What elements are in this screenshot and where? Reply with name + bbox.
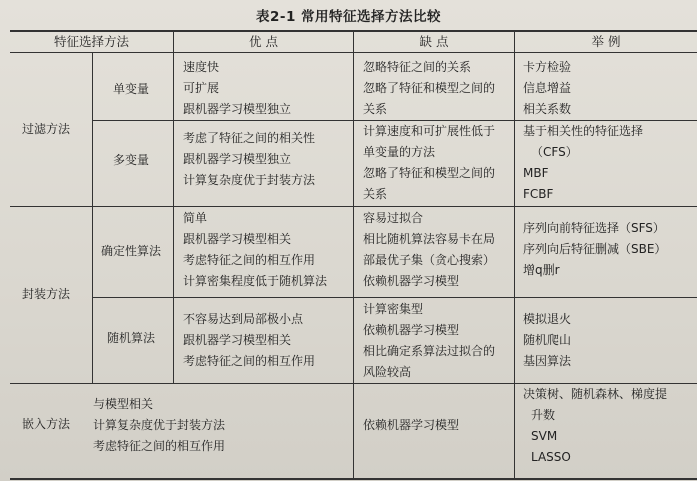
cons-line: 依赖机器学习模型 <box>363 323 460 337</box>
cons-examples-divider <box>514 30 515 479</box>
example-line: 随机爬山 <box>523 333 572 347</box>
univariate-pros <box>183 57 291 120</box>
header-examples: 举 例 <box>591 34 621 49</box>
example-line: FCBF <box>523 187 554 201</box>
example-line: 升数 <box>531 408 556 422</box>
header-method: 特征选择方法 <box>53 34 129 49</box>
example-line: MBF <box>523 166 549 180</box>
cons-line: 单变量的方法 <box>363 145 436 159</box>
cons-line: 相比随机算法容易卡在局 <box>363 232 496 246</box>
subtype-pros-divider <box>173 30 174 383</box>
pros-line: 跟机器学习模型相关 <box>183 333 292 347</box>
deterministic-examples <box>523 218 666 281</box>
example-line: 序列向后特征删减（SBE） <box>523 242 667 256</box>
cons-line: 计算速度和可扩展性低于 <box>363 124 496 138</box>
pros-line: 速度快 <box>183 60 220 74</box>
pros-line: 计算复杂度优于封装方法 <box>183 173 316 187</box>
cons-line: 部最优子集（贪心搜索） <box>363 253 496 267</box>
cons-line: 风险较高 <box>363 365 412 379</box>
example-line: 模拟退火 <box>523 312 572 326</box>
pros-line: 考虑特征之间的相互作用 <box>93 439 226 453</box>
method-subtype-divider <box>92 53 93 383</box>
deterministic-pros <box>183 208 327 292</box>
cons-line: 依赖机器学习模型 <box>363 418 460 432</box>
pros-line: 计算复杂度优于封装方法 <box>93 418 226 432</box>
example-line: 基于相关性的特征选择 <box>523 124 644 138</box>
pros-line: 不容易达到局部极小点 <box>183 312 304 326</box>
univariate-examples <box>523 57 571 120</box>
pros-line: 跟机器学习模型相关 <box>183 232 292 246</box>
pros-line: 计算密集程度低于随机算法 <box>183 274 328 288</box>
example-line: 相关系数 <box>523 102 572 116</box>
pros-line: 可扩展 <box>183 81 220 95</box>
cons-line: 相比确定系算法过拟合的 <box>363 344 496 358</box>
example-line: 序列向前特征选择（SFS） <box>523 221 665 235</box>
pros-cons-divider <box>353 30 354 479</box>
example-line: 增q删r <box>523 263 560 277</box>
pros-line: 跟机器学习模型独立 <box>183 102 292 116</box>
cons-line: 忽略特征之间的关系 <box>363 60 472 74</box>
pros-line: 跟机器学习模型独立 <box>183 152 292 166</box>
subtype-randomized: 随机算法 <box>107 331 156 345</box>
group-filter: 过滤方法 <box>22 122 71 136</box>
subtype-multivariate: 多变量 <box>113 153 150 167</box>
embedded-pros <box>93 394 225 457</box>
multivariate-cons <box>363 121 495 205</box>
pros-line: 简单 <box>183 211 208 225</box>
example-line: 信息增益 <box>523 81 572 95</box>
randomized-cons <box>363 299 495 383</box>
cons-line: 关系 <box>363 102 388 116</box>
multivariate-pros <box>183 128 315 191</box>
example-line: 卡方检验 <box>523 60 572 74</box>
cons-line: 关系 <box>363 187 388 201</box>
example-line: SVM <box>531 429 558 443</box>
example-line: 基因算法 <box>523 354 572 368</box>
randomized-pros <box>183 309 315 372</box>
group-embedded: 嵌入方法 <box>22 417 71 431</box>
cons-line: 忽略了特征和模型之间的 <box>363 81 496 95</box>
deterministic-cons <box>363 208 495 292</box>
cons-line: 计算密集型 <box>363 302 424 316</box>
subtype-deterministic: 确定性算法 <box>101 244 162 258</box>
pros-line: 考虑了特征之间的相关性 <box>183 131 316 145</box>
subtype-univariate: 单变量 <box>113 82 150 96</box>
multivariate-examples <box>523 121 643 205</box>
example-line: LASSO <box>531 450 571 464</box>
wrapper-inner-rule <box>92 297 697 298</box>
cons-line: 依赖机器学习模型 <box>363 274 460 288</box>
embedded-cons <box>363 415 459 436</box>
pros-line: 与模型相关 <box>93 397 154 411</box>
pros-line: 考虑特征之间的相互作用 <box>183 354 316 368</box>
pros-line: 考虑特征之间的相互作用 <box>183 253 316 267</box>
example-line: 决策树、随机森林、梯度提 <box>523 387 668 401</box>
header-pros: 优 点 <box>249 34 278 49</box>
cons-line: 容易过拟合 <box>363 211 424 225</box>
cons-line: 忽略了特征和模型之间的 <box>363 166 496 180</box>
group-wrapper: 封装方法 <box>22 287 71 301</box>
univariate-cons <box>363 57 495 120</box>
randomized-examples <box>523 309 571 372</box>
table-caption: 表2-1 常用特征选择方法比较 <box>255 9 442 25</box>
example-line: （CFS） <box>531 145 578 159</box>
embedded-examples <box>523 384 667 468</box>
header-cons: 缺 点 <box>419 34 449 49</box>
